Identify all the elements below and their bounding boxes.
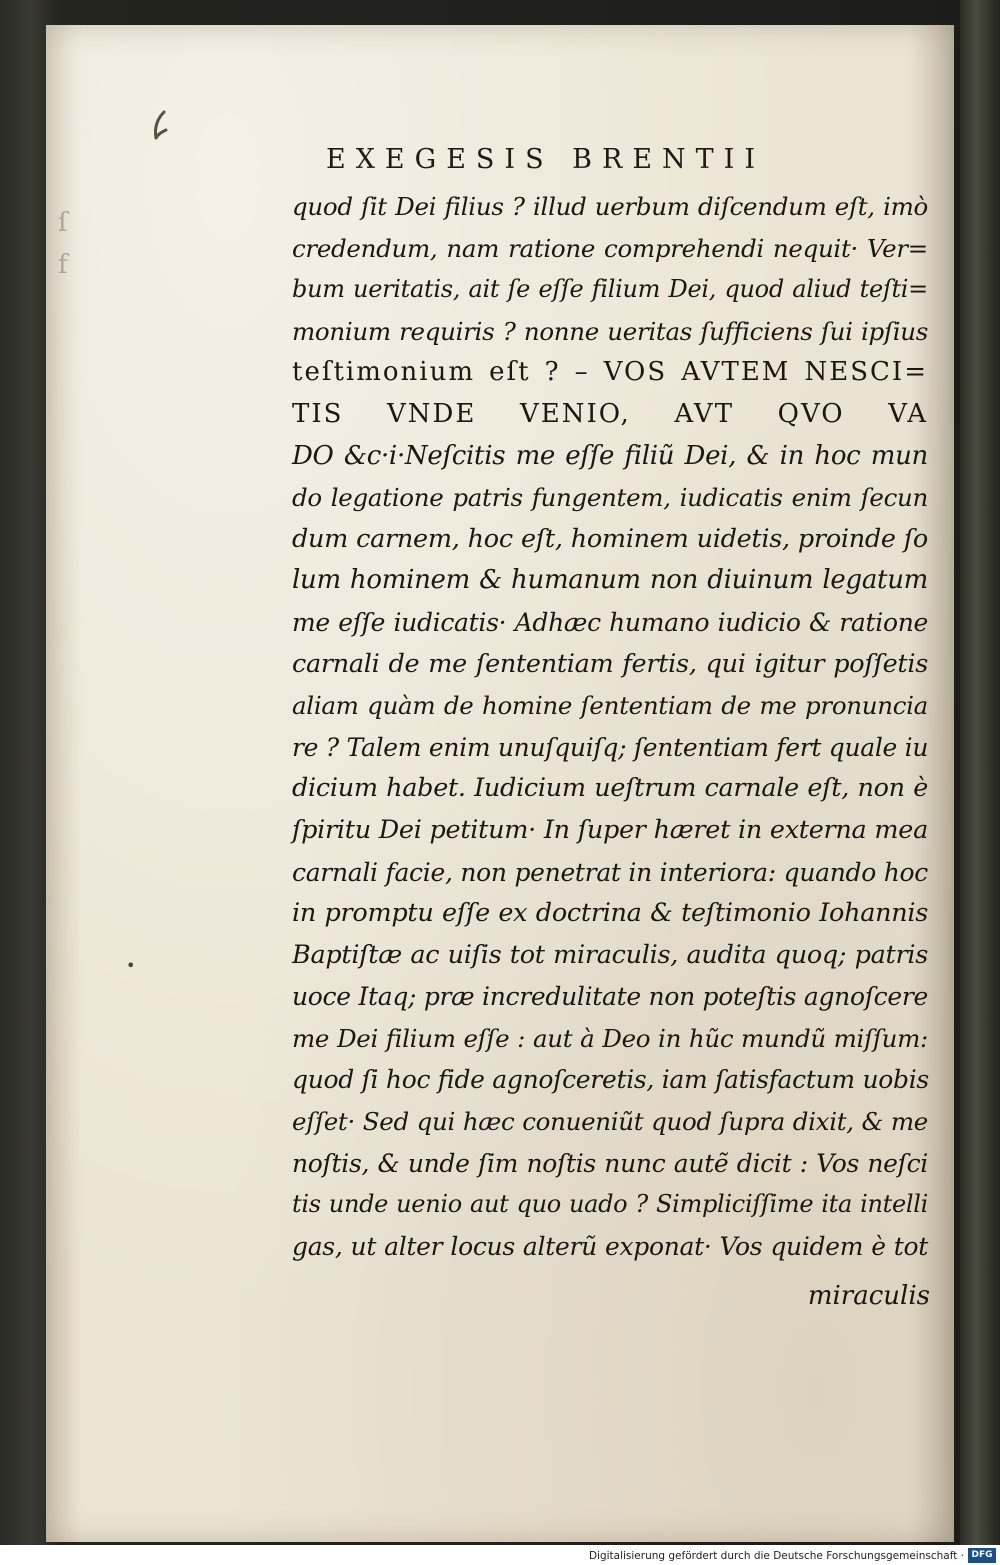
text-line: quod ſi hoc fide agnoſceretis, iam ſatisfactum uobis	[292, 1065, 929, 1095]
text-line: noſtis, & unde ſim noſtis nunc autẽ dicit : Vos neſci	[292, 1148, 928, 1178]
text-line: DO &c·i·Neſcitis me eſſe filiũ Dei, & in hoc mun	[292, 440, 928, 471]
book-binding-edge	[960, 0, 1000, 1545]
text-line: ſpiritu Dei petitum· In ſuper hæret in externa mea	[292, 814, 928, 845]
text-line: carnali de me ſententiam fertis, qui igitur poſſetis	[292, 648, 928, 679]
text-line: gas, ut alter locus alterũ exponat· Vos quidem è tot	[292, 1231, 928, 1261]
text-line: lum hominem & humanum non diuinum legatum	[292, 565, 928, 596]
ink-mark-icon	[146, 108, 176, 148]
catchword: miraculis	[807, 1281, 930, 1311]
text-line: monium requiris ? nonne ueritas ſufficiens ſui ipſius	[292, 316, 928, 346]
body-text	[292, 186, 928, 1267]
funding-credit: Digitalisierung gefördert durch die Deutsche Forschungsgemeinschaft ·	[588, 1550, 964, 1562]
text-line: Baptiſtæ ac uiſis tot miraculis, audita quoq; patris	[292, 939, 928, 970]
text-line: re ? Talem enim unuſquiſq; ſententiam fert quale iu	[292, 732, 929, 762]
text-line: teſtimonium eſt ? – VOS AVTEM NESCI=	[292, 357, 928, 388]
margin-dot: •	[126, 956, 136, 975]
running-head: EXEGESIS BRENTII	[326, 144, 766, 175]
text-line: carnali facie, non penetrat in interiora: quando hoc	[292, 857, 928, 887]
dfg-logo: DFG	[968, 1548, 996, 1563]
text-line: eſſet· Sed qui hæc conueniũt quod ſupra dixit, & me	[292, 1107, 928, 1137]
text-line: me eſſe iudicatis· Adhæc humano iudicio & ratione	[292, 607, 928, 637]
text-line: dum carnem, hoc eſt, hominem uidetis, proinde ſo	[292, 523, 928, 554]
text-line: tis unde uenio aut quo uado ? Simpliciſſime ita intelli	[292, 1190, 928, 1219]
text-line: credendum, nam ratione comprehendi nequit· Ver=	[292, 233, 928, 263]
text-line: me Dei filium eſſe : aut à Deo in hũc mundũ miſſum:	[292, 1023, 928, 1053]
text-line: in promptu eſſe ex doctrina & teſtimonio Iohannis	[292, 898, 928, 929]
bleed-through-mark: f	[58, 250, 68, 280]
text-line: aliam quàm de homine ſententiam de me pronuncia	[292, 691, 928, 721]
text-line: do legatione patris fungentem, iudicatis enim ſecun	[292, 483, 928, 513]
text-line: TIS VNDE VENIO, AVT QVO VA	[292, 398, 928, 429]
text-line: bum ueritatis, ait ſe eſſe filium Dei, quod aliud teſti=	[292, 275, 928, 304]
text-line: dicium habet. Iudicium ueſtrum carnale eſt, non è	[292, 773, 928, 804]
text-line: quod ſit Dei filius ? illud uerbum diſcendum eſt, imò	[292, 192, 928, 221]
text-line: uoce Itaq; præ incredulitate non poteſtis agnoſcere	[292, 982, 928, 1012]
bleed-through-mark: ſ	[58, 208, 68, 238]
